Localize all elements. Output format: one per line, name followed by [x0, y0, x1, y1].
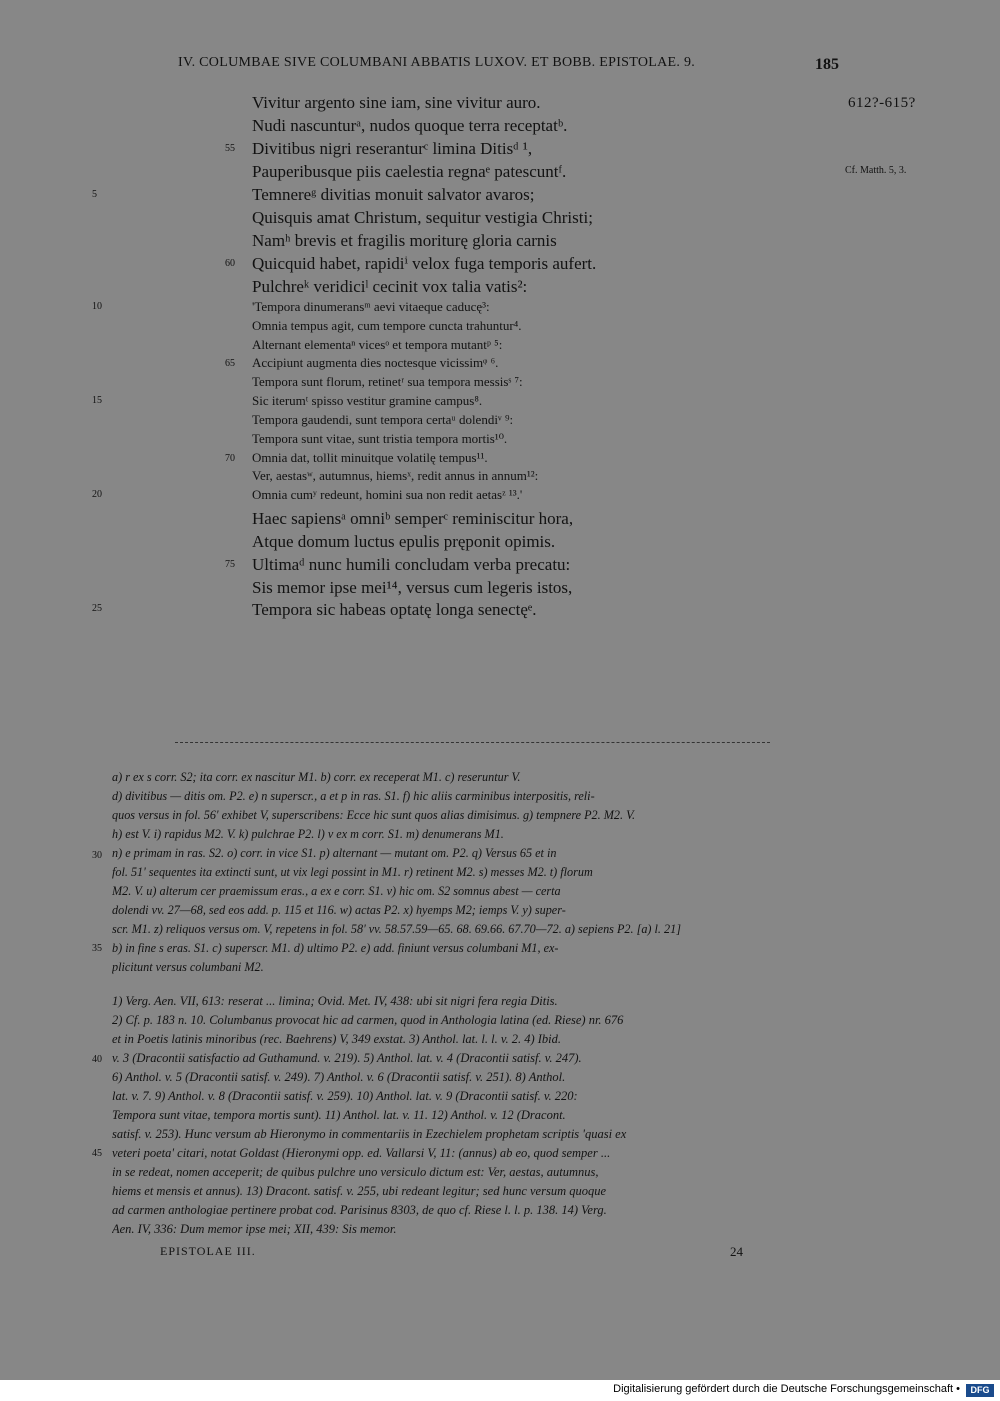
verse-number: 55 [225, 143, 235, 154]
verse-line: Haec sapiensᵃ omniᵇ semperᶜ reminiscitur hora, [252, 509, 574, 528]
verse-line: Tempora sunt vitae, sunt tristia tempora mortis¹⁰. [252, 431, 508, 446]
source-note-line: in se redeat, nomen acceperit; de quibus pulchre uno versiculo dictum est: Ver, aestas, autumnus, [112, 1165, 599, 1179]
verse-line: Divitibus nigri reseranturᶜ limina Ditisᵈ ¹, [252, 139, 533, 158]
line-number: 15 [92, 395, 102, 406]
verse-line: Pauperibusque piis caelestia regnaᵉ patescuntᶠ. [252, 162, 567, 181]
line-number: 10 [92, 301, 102, 312]
verse-number: 70 [225, 453, 235, 464]
verse-line: Quicquid habet, rapidiⁱ velox fuga temporis aufert. [252, 254, 597, 273]
source-note-line: veteri poeta' citari, notat Goldast (Hieronymi opp. ed. Vallarsi V, 11: (annus) ab eo, quod semper ... [112, 1146, 611, 1160]
verse-line: Nudi nascunturᵃ, nudos quoque terra receptatᵇ. [252, 116, 568, 135]
verse-line: Omnia tempus agit, cum tempore cuncta trahuntur⁴. [252, 318, 522, 333]
apparatus-line: M2. V. u) alterum cer praemissum eras., a ex e corr. S1. v) hic om. S2 somnus abest — certa [112, 884, 561, 898]
source-note-line: 6) Anthol. v. 5 (Dracontii satisf. v. 249). 7) Anthol. v. 6 (Dracontii satisf. v. 251). 8) Anthol. [112, 1070, 566, 1084]
verse-line: 'Tempora dinumeransᵐ aevi vitaeque caducę³: [252, 299, 490, 314]
cross-reference: Cf. Matth. 5, 3. [845, 165, 907, 176]
line-number: 5 [92, 189, 97, 200]
apparatus-line: d) divitibus — ditis om. P2. e) n superscr., a et p in ras. S1. f) hic aliis carminibus interpositis, reli- [112, 789, 595, 803]
apparatus-line: a) r ex s corr. S2; ita corr. ex nascitur M1. b) corr. ex receperat M1. c) reseruntur V. [112, 770, 521, 784]
source-note-line: et in Poetis latinis minoribus (rec. Baehrens) V, 349 exstat. 3) Anthol. lat. l. l. v. 2. 4) Ibid. [112, 1032, 562, 1046]
apparatus-line: n) e primam in ras. S2. o) corr. in vice S1. p) alternant — mutant om. P2. q) Versus 65 et in [112, 846, 557, 860]
date-range: 612?-615? [848, 95, 916, 111]
digitization-credit-bar [0, 1380, 1000, 1401]
verse-line: Temnereᵍ divitias monuit salvator avaros; [252, 185, 535, 204]
source-note-line: lat. v. 7. 9) Anthol. v. 8 (Dracontii satisf. v. 259). 10) Anthol. lat. v. 9 (Dracontii satisf. v. 220: [112, 1089, 578, 1103]
apparatus-line: b) in fine s eras. S1. c) superscr. M1. d) ultimo P2. e) add. finiunt versus columbani M1, ex- [112, 941, 559, 955]
verse-number: 65 [225, 358, 235, 369]
source-note-line: ad carmen anthologiae pertinere probat cod. Parisinus 8303, de quo cf. Riese l. l. p. 138. 14) Verg. [112, 1203, 607, 1217]
verse-line: Tempora sic habeas optatę longa senectęᵉ. [252, 600, 537, 619]
verse-line: Atque domum luctus epulis pręponit opimis. [252, 532, 556, 551]
verse-line: Sis memor ipse mei¹⁴, versus cum legeris istos, [252, 578, 573, 597]
verse-line: Tempora sunt florum, retinetʳ sua tempora messisˢ ⁷: [252, 374, 523, 389]
sheet-number: 24 [730, 1244, 743, 1259]
verse-line: Omnia dat, tollit minuitque volatilę tempus¹¹. [252, 450, 488, 465]
verse-line: Vivitur argento sine iam, sine vivitur auro. [252, 93, 541, 112]
source-note-line: 1) Verg. Aen. VII, 613: reserat ... limina; Ovid. Met. IV, 438: ubi sit nigri fera regia Ditis. [112, 994, 558, 1008]
dfg-logo-icon: DFG [966, 1384, 994, 1397]
line-number: 45 [92, 1148, 102, 1159]
apparatus-line: scr. M1. z) reliquos versus om. V, repetens in fol. 58' vv. 58.57.59—65. 68. 69.66. 67.70—72. a) sepiens P2. [a) l. 21] [112, 922, 681, 936]
page-number: 185 [815, 56, 839, 73]
verse-line: Omnia cumʸ redeunt, homini sua non redit aetasᶻ ¹³.' [252, 487, 523, 502]
source-note-line: Tempora sunt vitae, tempora mortis sunt). 11) Anthol. lat. v. 11. 12) Anthol. v. 12 (Dracont. [112, 1108, 566, 1122]
verse-line: Tempora gaudendi, sunt tempora certaᵘ dolendiᵛ ⁹: [252, 412, 514, 427]
verse-line: Ver, aestasʷ, autumnus, hiemsˣ, redit annus in annum¹²: [252, 468, 539, 483]
verse-line: Alternant elementaⁿ vicesᵒ et tempora mutantᵖ ⁵: [252, 337, 503, 352]
apparatus-line: h) est V. i) rapidus M2. V. k) pulchrae P2. l) v ex m corr. S1. m) denumerans M1. [112, 827, 504, 841]
verse-number: 75 [225, 559, 235, 570]
source-note-line: hiems et mensis et annus). 13) Dracont. satisf. v. 255, ubi redeant legitur; sed hunc versum quoque [112, 1184, 607, 1198]
separator-rule [175, 742, 770, 743]
apparatus-line: plicitunt versus columbani M2. [112, 960, 264, 974]
verse-line: Ultimaᵈ nunc humili concludam verba precatu: [252, 555, 571, 574]
verse-number: 60 [225, 258, 235, 269]
source-note-line: 2) Cf. p. 183 n. 10. Columbanus provocat hic ad carmen, quod in Anthologia latina (ed. Riese) nr. 676 [112, 1013, 624, 1027]
source-note-line: Aen. IV, 336: Dum memor ipse mei; XII, 439: Sis memor. [112, 1222, 397, 1236]
verse-line: Namʰ brevis et fragilis moriturę gloria carnis [252, 231, 557, 250]
verse-line: Accipiunt augmenta dies noctesque vicissimᵠ ⁶. [252, 355, 499, 370]
apparatus-line: quos versus in fol. 56' exhibet V, superscribens: Ecce hic sunt quos alias dimisimus. g) tempnere P2. M2. V. [112, 808, 635, 822]
source-note-line: satisf. v. 253). Hunc versum ab Hieronymo in commentariis in Ezechielem prophetam scriptis 'quasi ex [112, 1127, 627, 1141]
apparatus-line: fol. 51' sequentes ita extincti sunt, ut vix legi possint in M1. r) retinent M2. s) messes M2. t) florum [112, 865, 593, 879]
verse-line: Quisquis amat Christum, sequitur vestigia Christi; [252, 208, 593, 227]
signature-mark: EPISTOLAE III. [160, 1244, 256, 1258]
credit-text: Digitalisierung gefördert durch die Deutsche Forschungsgemeinschaft • [613, 1383, 960, 1395]
line-number: 40 [92, 1054, 102, 1065]
source-note-line: v. 3 (Dracontii satisfactio ad Guthamund. v. 219). 5) Anthol. lat. v. 4 (Dracontii satisf. v. 247). [112, 1051, 582, 1065]
running-title: IV. COLUMBAE SIVE COLUMBANI ABBATIS LUXOV. ET BOBB. EPISTOLAE. 9. [178, 55, 696, 70]
verse-line: Sic iterumᵗ spisso vestitur gramine campus⁸. [252, 393, 483, 408]
line-number: 25 [92, 603, 102, 614]
line-number: 20 [92, 489, 102, 500]
line-number: 30 [92, 850, 102, 861]
apparatus-line: dolendi vv. 27—68, sed eos add. p. 115 et 116. w) actas P2. x) hyemps M2; iemps V. y) super- [112, 903, 566, 917]
line-number: 35 [92, 943, 102, 954]
verse-line: Pulchreᵏ veridiciˡ cecinit vox talia vatis²: [252, 277, 528, 296]
